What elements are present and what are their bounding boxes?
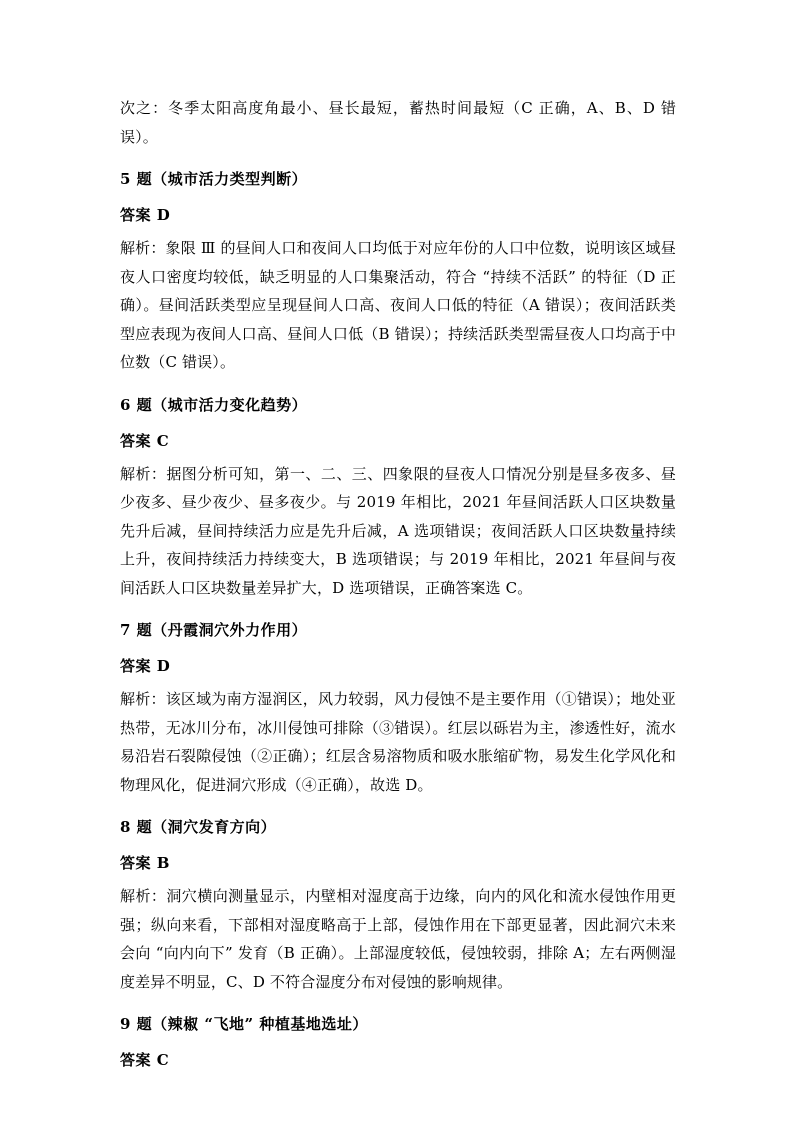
question-9-answer: 答案 C bbox=[120, 1051, 170, 1069]
question-5-answer: 答案 D bbox=[120, 206, 171, 224]
question-6-explanation: 解析：据图分析可知，第一、二、三、四象限的昼夜人口情况分别是昼多夜多、昼少夜多、昼少夜少、昼多夜少。与 2019 年相比，2021 年昼间活跃人口区块数量先升后减，昼间持续活力应是先升后减，A 选项错误；夜间活跃人口区块数量持续上升，夜间持续活力持续变大，B 选项错误；与 2019 年相比，2021 年昼间与夜间活跃人口区块数量差异扩大，D 选项错误，正确答案选 C。 bbox=[120, 464, 676, 597]
spacer bbox=[120, 996, 676, 1010]
question-7-answer: 答案 D bbox=[120, 657, 171, 675]
spacer bbox=[120, 1038, 676, 1046]
spacer bbox=[120, 193, 676, 201]
question-9-heading: 9 题（辣椒 “飞地” 种植基地选址） bbox=[120, 1015, 368, 1033]
spacer bbox=[120, 151, 676, 165]
intro-paragraph: 次之：冬季太阳高度角最小、昼长最短，蓄热时间最短（C 正确，A、B、D 错误）。 bbox=[120, 99, 676, 146]
question-8-heading: 8 题（洞穴发育方向） bbox=[120, 818, 277, 836]
spacer bbox=[120, 377, 676, 391]
spacer bbox=[120, 841, 676, 849]
spacer bbox=[120, 799, 676, 813]
question-8-answer: 答案 B bbox=[120, 854, 170, 872]
spacer bbox=[120, 602, 676, 616]
question-5-explanation: 解析：象限 Ⅲ 的昼间人口和夜间人口均低于对应年份的人口中位数，说明该区域昼夜人口密度均较低，缺乏明显的人口集聚活动，符合 “持续不活跃” 的特征（D 正确）。昼间活跃类型应呈现昼间人口高、夜间人口低的特征（A 错误）；夜间活跃类型应表现为夜间人口高、昼间人口低（B 错误）；持续活跃类型需昼夜人口均高于中位数（C 错误）。 bbox=[120, 239, 676, 371]
question-8-explanation: 解析：洞穴横向测量显示，内壁相对湿度高于边缘，向内的风化和流水侵蚀作用更强；纵向来看，下部相对湿度略高于上部，侵蚀作用在下部更显著，因此洞穴未来会向 “向内向下” 发育（B 正确）。上部湿度较低，侵蚀较弱，排除 A；左右两侧湿度差异不明显，C、D 不符合湿度分布对侵蚀的影响规律。 bbox=[120, 887, 676, 991]
spacer bbox=[120, 644, 676, 652]
question-7-heading: 7 题（丹霞洞穴外力作用） bbox=[120, 621, 308, 639]
question-5-heading: 5 题（城市活力类型判断） bbox=[120, 170, 308, 188]
question-7-explanation: 解析：该区域为南方湿润区，风力较弱，风力侵蚀不是主要作用（①错误）；地处亚热带，无冰川分布，冰川侵蚀可排除（③错误）。红层以砾岩为主，渗透性好，流水易沿岩石裂隙侵蚀（②正确）；红层含易溶物质和吸水胀缩矿物，易发生化学风化和物理风化，促进洞穴形成（④正确），故选 D。 bbox=[120, 690, 676, 794]
question-6-heading: 6 题（城市活力变化趋势） bbox=[120, 395, 308, 414]
question-6-answer: 答案 C bbox=[120, 431, 170, 450]
document-page bbox=[120, 94, 676, 1074]
spacer bbox=[120, 419, 676, 427]
